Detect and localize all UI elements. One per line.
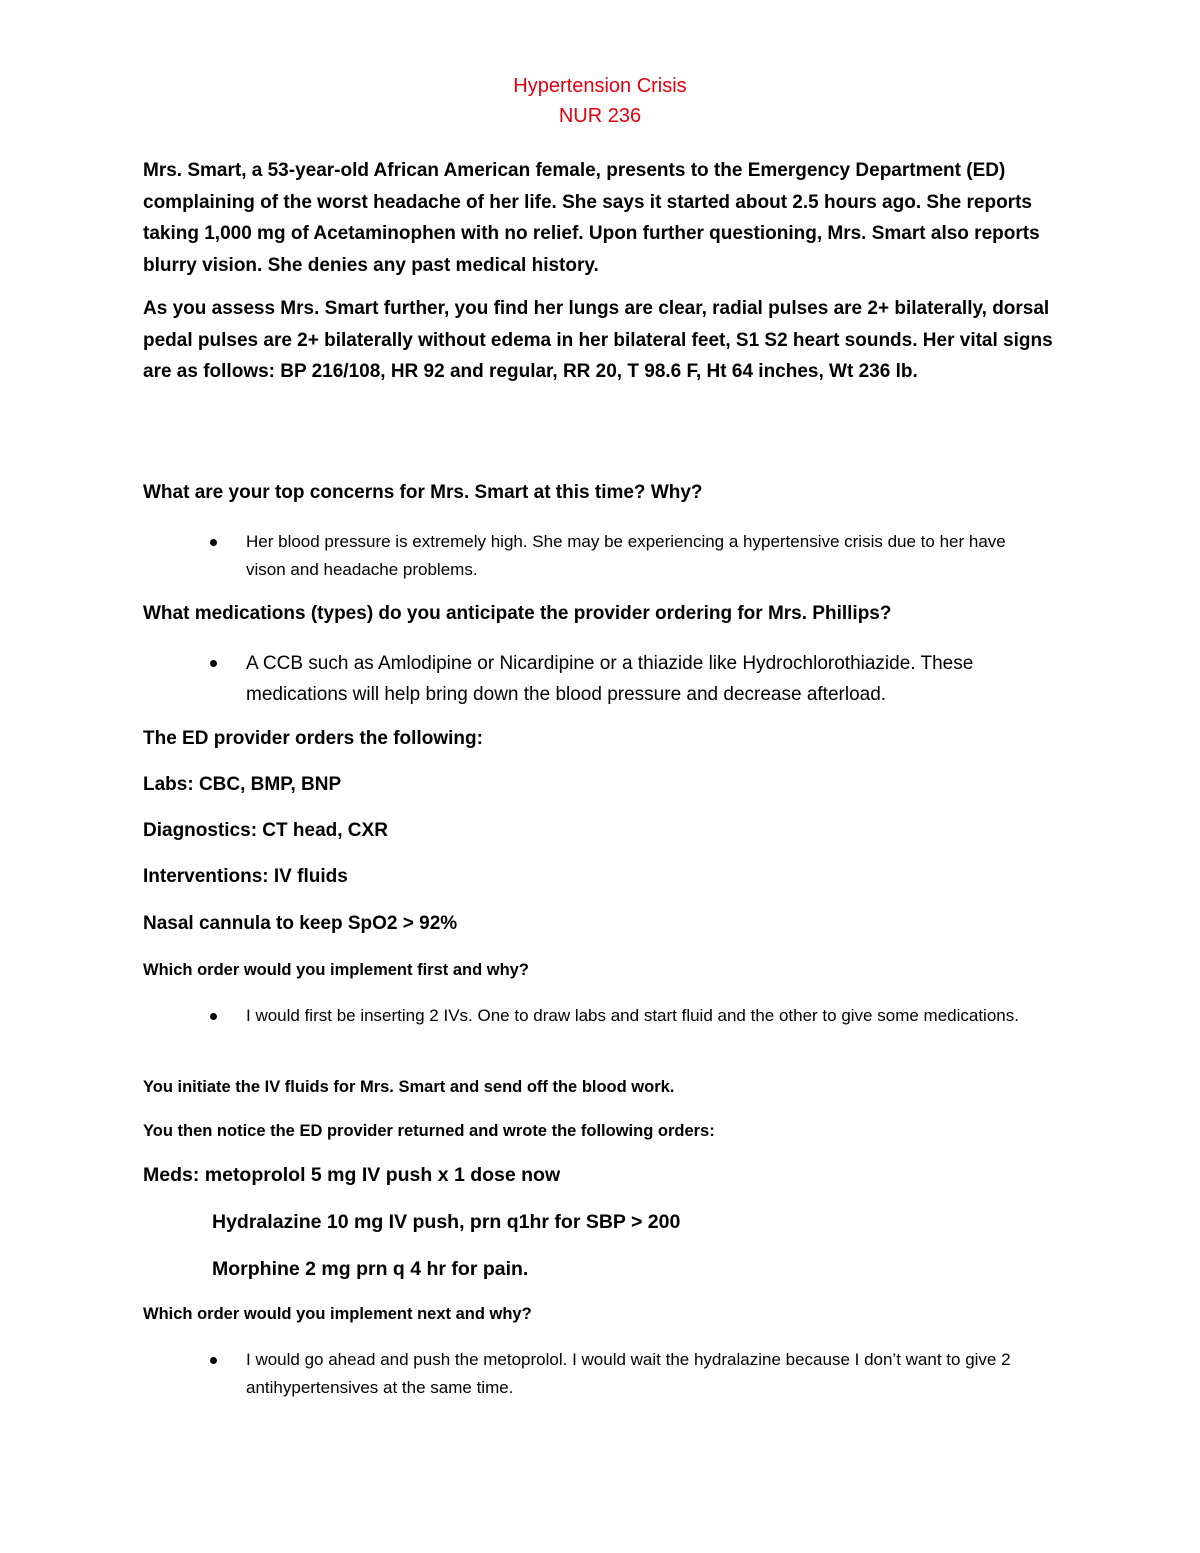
assessment-paragraph: As you assess Mrs. Smart further, you find her lungs are clear, radial pulses are 2+ bilaterally, dorsal pedal pulses are 2+ bilaterally without edema in her bilateral feet, S1 S2 heart sounds. Her vital signs are as follows: BP 216/108, HR 92 and regular, RR 20, T 98.6 F, Ht 64 inches, Wt 236 lb. (143, 298, 1053, 382)
bullet-icon (210, 539, 217, 546)
answer-text: Her blood pressure is extremely high. She may be experiencing a hypertensive crisis due to her have vison and headache problems. (246, 532, 1006, 579)
orders-heading: The ED provider orders the following: (143, 728, 483, 749)
orders-interventions: Interventions: IV fluids (143, 866, 348, 887)
bullet-icon (210, 660, 217, 667)
question-next-order: Which order would you implement next and why? (143, 1305, 532, 1323)
answer-text: I would go ahead and push the metoprolol. I would wait the hydralazine because I don’t want to give 2 antihypertensives at the same time. (246, 1350, 1011, 1397)
med-order-hydralazine: Hydralazine 10 mg IV push, prn q1hr for SBP > 200 (212, 1211, 681, 1233)
question-medications: What medications (types) do you anticipate the provider ordering for Mrs. Phillips? (143, 603, 892, 624)
bullet-icon (210, 1357, 217, 1364)
med-order-metoprolol: Meds: metoprolol 5 mg IV push x 1 dose now (143, 1164, 561, 1186)
orders-diagnostics: Diagnostics: CT head, CXR (143, 820, 388, 841)
followup-new-orders: You then notice the ED provider returned and wrote the following orders: (143, 1122, 715, 1140)
question-top-concerns: What are your top concerns for Mrs. Smart at this time? Why? (143, 482, 703, 503)
case-intro-paragraph: Mrs. Smart, a 53-year-old African American female, presents to the Emergency Department (ED) complaining of the worst headache of her life. She says it started about 2.5 hours ago. She reports taking 1,000 mg of Acetaminophen with no relief. Upon further questioning, Mrs. Smart also reports blurry vision. She denies any past medical history. (143, 160, 1040, 276)
orders-oxygen: Nasal cannula to keep SpO2 > 92% (143, 913, 458, 934)
question-first-order: Which order would you implement first and why? (143, 961, 529, 979)
orders-labs: Labs: CBC, BMP, BNP (143, 774, 342, 795)
med-order-morphine: Morphine 2 mg prn q 4 hr for pain. (212, 1258, 529, 1280)
followup-iv-fluids: You initiate the IV fluids for Mrs. Smart and send off the blood work. (143, 1078, 675, 1096)
answer-text: A CCB such as Amlodipine or Nicardipine or a thiazide like Hydrochlorothiazide. These medications will help bring down the blood pressure and decrease afterload. (246, 653, 974, 705)
answer-text: I would first be inserting 2 IVs. One to draw labs and start fluid and the other to give some medications. (246, 1006, 1019, 1025)
document-title: Hypertension Crisis (513, 75, 687, 97)
course-code: NUR 236 (558, 105, 642, 127)
bullet-icon (210, 1013, 217, 1020)
